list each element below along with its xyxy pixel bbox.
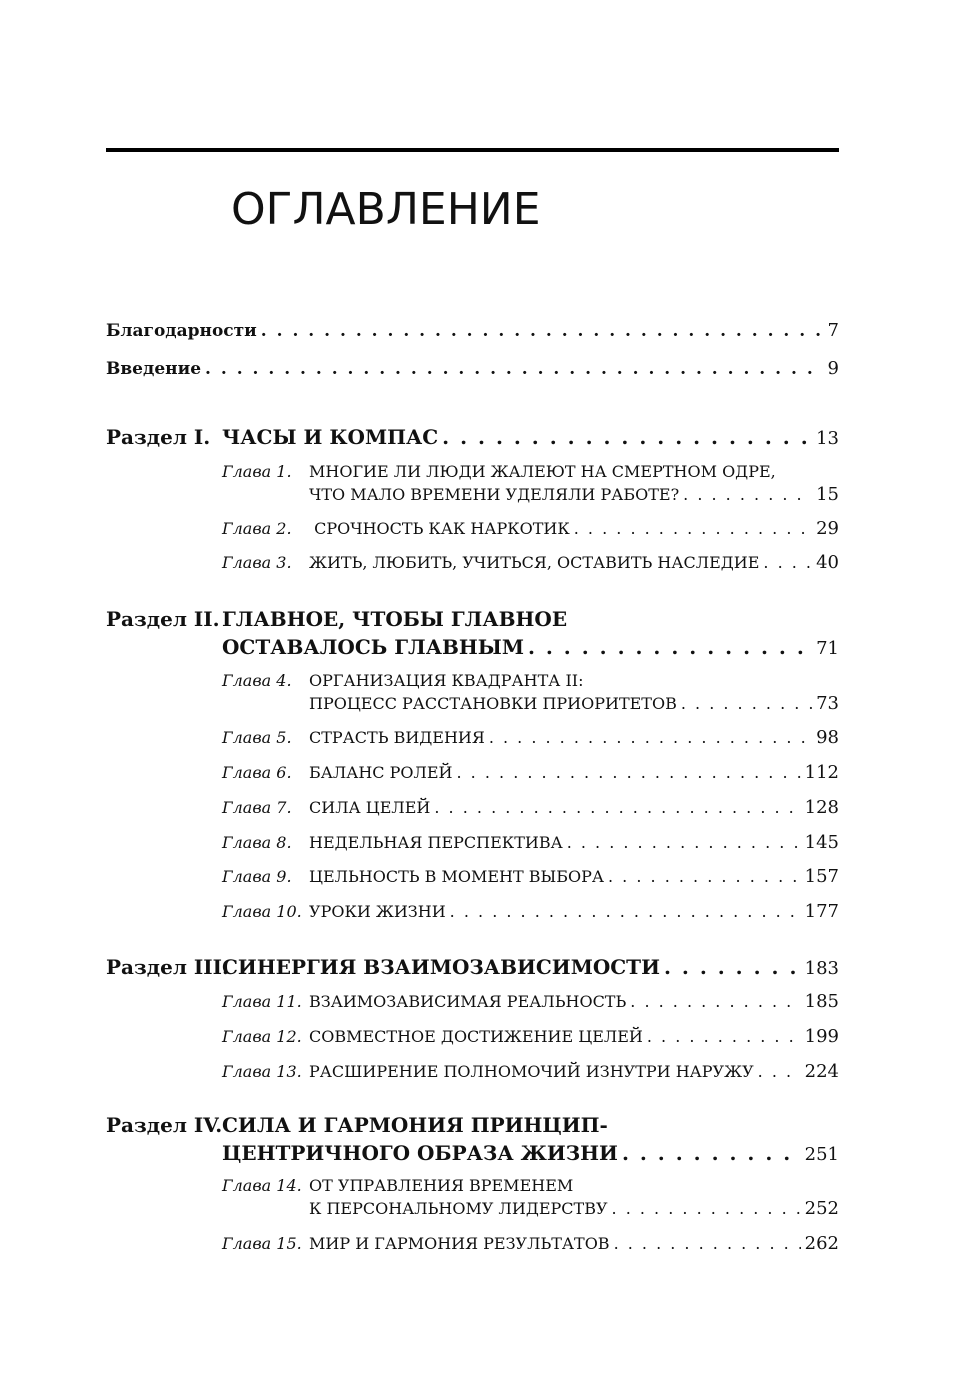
section-title: ОСТАВАЛОСЬ ГЛАВНЫМ	[222, 635, 524, 659]
leader-dots	[442, 425, 812, 449]
toc-page-number: 15	[816, 484, 839, 505]
chapter-title: ЧТО МАЛО ВРЕМЕНИ УДЕЛЯЛИ РАБОТЕ?	[309, 485, 680, 504]
chapter-title: СТРАСТЬ ВИДЕНИЯ	[309, 728, 485, 747]
toc-entry-acknowledgements[interactable]	[106, 320, 839, 341]
toc-chapter-3[interactable]	[309, 552, 839, 573]
toc-page-number: 40	[816, 552, 839, 573]
chapter-title: НЕДЕЛЬНАЯ ПЕРСПЕКТИВА	[309, 833, 563, 852]
page-title: ОГЛАВЛЕНИЕ	[231, 184, 541, 235]
leader-dots	[434, 798, 800, 817]
leader-dots	[630, 992, 800, 1011]
chapter-title: СИЛА ЦЕЛЕЙ	[309, 798, 431, 817]
chapter-title: ЦЕЛЬНОСТЬ В МОМЕНТ ВЫБОРА	[309, 867, 604, 886]
chapter-label: Глава 9.	[222, 867, 292, 886]
leader-dots	[614, 1234, 801, 1253]
chapter-label: Глава 10.	[222, 902, 302, 921]
section-label: Раздел I.	[106, 425, 211, 449]
chapter-title-line[interactable]: ОРГАНИЗАЦИЯ КВАДРАНТА II:	[309, 671, 584, 690]
toc-chapter-8[interactable]	[309, 832, 839, 853]
toc-page-number: 252	[804, 1198, 839, 1219]
toc-page-number: 199	[804, 1026, 839, 1047]
leader-dots	[763, 553, 812, 572]
toc-chapter-7[interactable]	[309, 797, 839, 818]
leader-dots	[647, 1027, 801, 1046]
leader-dots	[664, 955, 801, 979]
top-rule	[106, 148, 839, 152]
leader-dots	[457, 763, 801, 782]
toc-chapter-15[interactable]	[309, 1233, 839, 1254]
toc-page-number: 177	[804, 901, 839, 922]
toc-page-number: 224	[804, 1061, 839, 1082]
toc-page-number: 145	[804, 832, 839, 853]
toc-page-number: 13	[816, 428, 839, 449]
toc-section-4[interactable]	[222, 1141, 839, 1165]
toc-chapter-9[interactable]	[309, 866, 839, 887]
toc-page-number: 262	[804, 1233, 839, 1254]
chapter-label: Глава 4.	[222, 671, 292, 690]
chapter-label: Глава 2.	[222, 519, 292, 538]
chapter-label: Глава 12.	[222, 1027, 302, 1046]
toc-page-number: 71	[816, 638, 839, 659]
chapter-label: Глава 7.	[222, 798, 292, 817]
toc-chapter-1[interactable]	[309, 484, 839, 505]
section-title: ЦЕНТРИЧНОГО ОБРАЗА ЖИЗНИ	[222, 1141, 618, 1165]
leader-dots	[205, 359, 824, 379]
chapter-title: СРОЧНОСТЬ КАК НАРКОТИК	[309, 519, 570, 538]
chapter-title: СОВМЕСТНОЕ ДОСТИЖЕНИЕ ЦЕЛЕЙ	[309, 1027, 643, 1046]
section-title: СИНЕРГИЯ ВЗАИМОЗАВИСИМОСТИ	[222, 955, 660, 979]
section-title-line[interactable]: СИЛА И ГАРМОНИЯ ПРИНЦИП-	[222, 1113, 608, 1137]
chapter-title-line[interactable]: МНОГИЕ ЛИ ЛЮДИ ЖАЛЕЮТ НА СМЕРТНОМ ОДРЕ,	[309, 462, 776, 481]
chapter-title: ВЗАИМОЗАВИСИМАЯ РЕАЛЬНОСТЬ	[309, 992, 627, 1011]
leader-dots	[574, 519, 812, 538]
leader-dots	[489, 728, 812, 747]
toc-chapter-14[interactable]	[309, 1198, 839, 1219]
leader-dots	[450, 902, 801, 921]
toc-section-1[interactable]	[222, 425, 839, 449]
chapter-title: РАСШИРЕНИЕ ПОЛНОМОЧИЙ ИЗНУТРИ НАРУЖУ	[309, 1062, 754, 1081]
chapter-title: К ПЕРСОНАЛЬНОМУ ЛИДЕРСТВУ	[309, 1199, 608, 1218]
toc-page-number: 9	[827, 358, 839, 379]
chapter-label: Глава 1.	[222, 462, 292, 481]
toc-page-number: 112	[804, 762, 839, 783]
leader-dots	[612, 1199, 801, 1218]
toc-page-number: 185	[804, 991, 839, 1012]
section-title-line[interactable]: ГЛАВНОЕ, ЧТОБЫ ГЛАВНОЕ	[222, 607, 568, 631]
toc-entry-title: Введение	[106, 359, 202, 379]
toc-page-number: 128	[804, 797, 839, 818]
toc-chapter-11[interactable]	[309, 991, 839, 1012]
leader-dots	[622, 1141, 801, 1165]
toc-page-number: 157	[804, 866, 839, 887]
toc-chapter-5[interactable]	[309, 727, 839, 748]
chapter-title-line[interactable]: ОТ УПРАВЛЕНИЯ ВРЕМЕНЕМ	[309, 1176, 574, 1195]
toc-chapter-6[interactable]	[309, 762, 839, 783]
section-label: Раздел III.	[106, 955, 229, 979]
toc-chapter-4[interactable]	[309, 693, 839, 714]
chapter-label: Глава 13.	[222, 1062, 302, 1081]
chapter-title: ЖИТЬ, ЛЮБИТЬ, УЧИТЬСЯ, ОСТАВИТЬ НАСЛЕДИЕ	[309, 553, 760, 572]
toc-page-number: 29	[816, 518, 839, 539]
chapter-label: Глава 6.	[222, 763, 292, 782]
leader-dots	[261, 321, 824, 341]
toc-page-number: 98	[816, 727, 839, 748]
leader-dots	[528, 635, 812, 659]
toc-entry-introduction[interactable]	[106, 358, 839, 379]
chapter-title: БАЛАНС РОЛЕЙ	[309, 763, 453, 782]
toc-chapter-12[interactable]	[309, 1026, 839, 1047]
toc-section-3[interactable]	[222, 955, 839, 979]
section-label: Раздел IV.	[106, 1113, 223, 1137]
chapter-title: УРОКИ ЖИЗНИ	[309, 902, 446, 921]
toc-chapter-2[interactable]	[309, 518, 839, 539]
section-label: Раздел II.	[106, 607, 220, 631]
toc-section-2[interactable]	[222, 635, 839, 659]
toc-chapter-13[interactable]	[309, 1061, 839, 1082]
chapter-title: ПРОЦЕСС РАССТАНОВКИ ПРИОРИТЕТОВ	[309, 694, 677, 713]
leader-dots	[758, 1062, 801, 1081]
chapter-label: Глава 14.	[222, 1176, 302, 1195]
leader-dots	[567, 833, 801, 852]
toc-page-number: 183	[804, 958, 839, 979]
leader-dots	[681, 694, 812, 713]
toc-page-number: 251	[804, 1144, 839, 1165]
chapter-title: МИР И ГАРМОНИЯ РЕЗУЛЬТАТОВ	[309, 1234, 610, 1253]
chapter-label: Глава 8.	[222, 833, 292, 852]
toc-chapter-10[interactable]	[309, 901, 839, 922]
toc-page-number: 73	[816, 693, 839, 714]
section-title: ЧАСЫ И КОМПАС	[222, 425, 439, 449]
chapter-label: Глава 11.	[222, 992, 302, 1011]
toc-page-number: 7	[827, 320, 839, 341]
leader-dots	[683, 485, 812, 504]
toc-entry-title: Благодарности	[106, 321, 257, 341]
chapter-label: Глава 3.	[222, 553, 292, 572]
chapter-label: Глава 15.	[222, 1234, 302, 1253]
leader-dots	[608, 867, 801, 886]
chapter-label: Глава 5.	[222, 728, 292, 747]
